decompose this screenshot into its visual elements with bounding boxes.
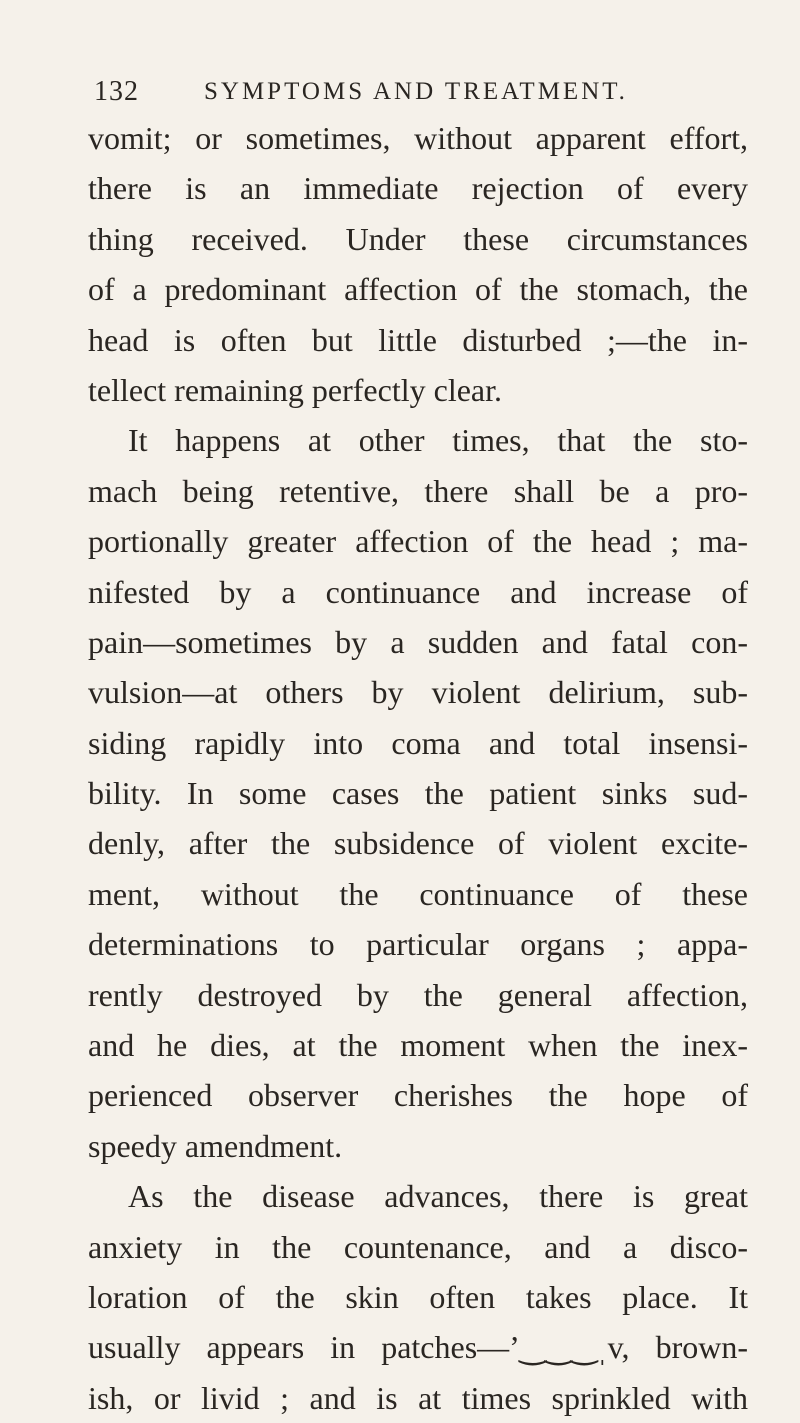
text-line: nifested by a continuance and increase of [88,573,748,610]
text-line: denly, after the subsidence of violent excite- [88,825,748,862]
paragraph-start-line: It happens at other times, that the sto- [128,422,748,459]
text-line: speedy amendment. [88,1127,343,1164]
text-line: vulsion—at others by violent delirium, sub- [88,674,748,711]
text-line: there is an immediate rejection of every [88,170,748,207]
text-line: siding rapidly into coma and total insensi- [88,724,748,761]
text-line: perienced observer cherishes the hope of [88,1077,748,1114]
text-line: bility. In some cases the patient sinks sud- [88,775,748,812]
text-line: usually appears in patches—’‿‿‿ˌv, brown- [88,1329,748,1366]
text-line: determinations to particular organs ; appa- [88,926,748,963]
text-line: mach being retentive, there shall be a pro- [88,472,748,509]
text-line: of a predominant affection of the stomach, the [88,271,748,308]
text-line: tellect remaining perfectly clear. [88,371,502,408]
text-line: loration of the skin often takes place. It [88,1278,748,1315]
text-line: rently destroyed by the general affection, [88,976,748,1013]
running-title: SYMPTOMS AND TREATMENT. [204,78,628,105]
running-head [94,76,734,112]
text-line: vomit; or sometimes, without apparent effort, [88,120,748,156]
text-line: ment, without the continuance of these [88,875,748,912]
text-line: thing received. Under these circumstances [88,220,748,257]
text-line: and he dies, at the moment when the inex- [88,1027,748,1064]
text-line: pain—sometimes by a sudden and fatal con- [88,623,748,660]
paragraph-start-line: As the disease advances, there is great [128,1178,748,1215]
text-line: anxiety in the countenance, and a disco- [88,1228,748,1265]
text-line: head is often but little disturbed ;—the in- [88,321,748,358]
text-line: portionally greater affection of the head ; ma- [88,523,748,560]
text-line: ish, or livid ; and is at times sprinkled with [88,1379,748,1416]
page-number: 132 [94,76,139,107]
body-text [88,113,748,1423]
